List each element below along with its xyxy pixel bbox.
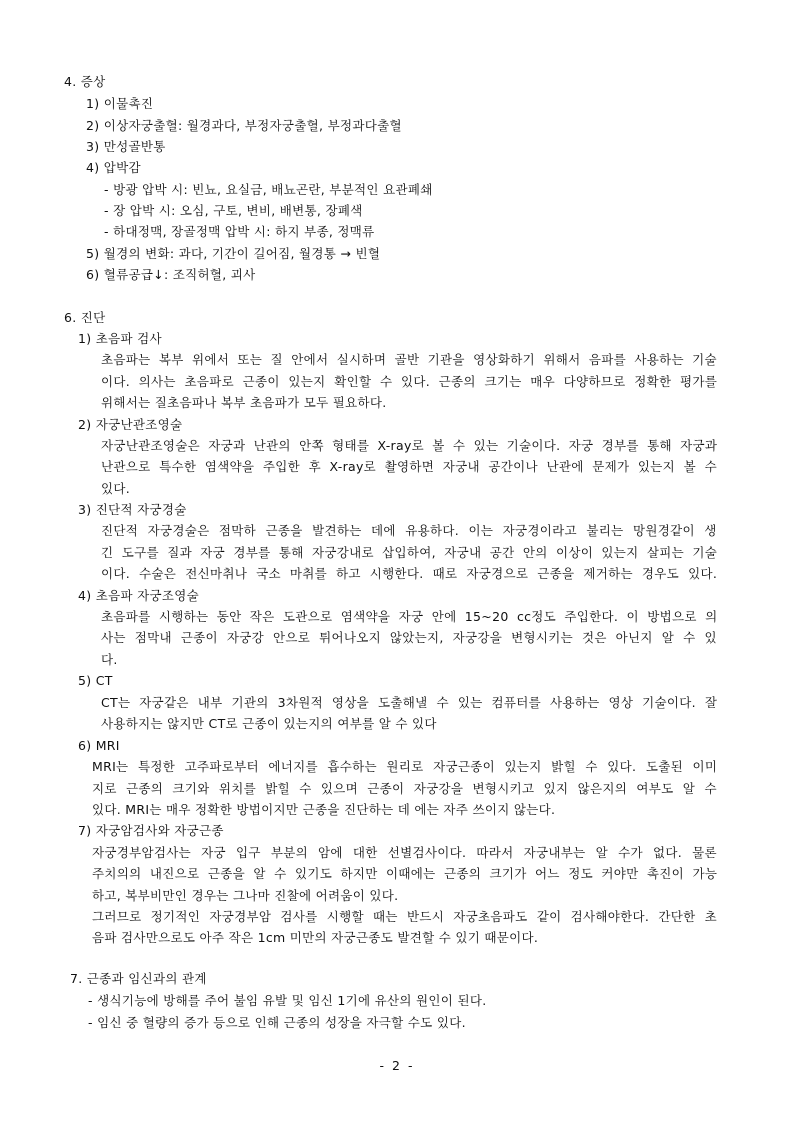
symptom-subitem: - 하대정맥, 장골정맥 압박 시: 하지 부종, 정맥류	[104, 224, 375, 239]
paragraph-line: 사는 점막내 근종이 자궁강 안으로 튀어나오지 않았는지, 자궁강을 변형시키는 것은 아닌지 알 수 있	[101, 630, 717, 645]
paragraph-line: 하고, 복부비만인 경우는 그나마 진찰에 어려움이 있다.	[92, 888, 399, 903]
paragraph-line: 이다. 의사는 초음파로 근종이 있는지 확인할 수 있다. 근종의 크기는 매우 다양하므로 정확한 평가를	[101, 374, 717, 389]
paragraph-line: 있다.	[101, 481, 131, 496]
paragraph-line: 음파 검사만으로도 아주 작은 1cm 미만의 자궁근종도 발견할 수 있기 때문이다.	[92, 930, 539, 945]
subsection-title-mri: 6) MRI	[78, 738, 120, 753]
section-heading-pregnancy: 7. 근종과 임신과의 관계	[70, 971, 207, 986]
subsection-title-ct: 5) CT	[78, 673, 113, 688]
symptom-item: 5) 월경의 변화: 과다, 기간이 길어짐, 월경통 → 빈혈	[86, 246, 381, 261]
paragraph-line: 초음파를 시행하는 동안 작은 도관으로 염색약을 자궁 안에 15~20 cc정도 주입한다. 이 방법으로 의	[101, 609, 717, 624]
symptom-subitem: - 장 압박 시: 오심, 구토, 변비, 배변통, 장폐색	[104, 203, 363, 218]
paragraph-line: 자궁난관조영술은 자궁과 난관의 안쪽 형태를 X-ray로 볼 수 있는 기술이다. 자궁 경부를 통해 자궁과	[101, 438, 717, 453]
page-number: - 2 -	[379, 1058, 415, 1073]
subsection-title-hsg: 2) 자궁난관조영술	[78, 417, 183, 432]
subsection-title-ultrasound: 1) 초음파 검사	[78, 331, 162, 346]
paragraph-line: 다.	[101, 652, 118, 667]
paragraph-line: 주치의의 내진으로 근종을 알 수 있기도 하지만 이때에는 근종의 크기가 어느 정도 커야만 촉진이 가능	[92, 866, 717, 881]
symptom-item: 6) 혈류공급↓: 조직허혈, 괴사	[86, 267, 256, 282]
paragraph-line: 긴 도구를 질과 자궁 경부를 통해 자궁강내로 삽입하여, 자궁내 공간 안의 이상이 있는지 살피는 기술	[101, 545, 717, 560]
pregnancy-item: - 생식기능에 방해를 주어 불임 유발 및 임신 1기에 유산의 원인이 된다.	[88, 993, 487, 1008]
symptom-item: 3) 만성골반통	[86, 139, 166, 154]
paragraph-line: 사용하지는 않지만 CT로 근종이 있는지의 여부를 알 수 있다	[101, 716, 437, 731]
section-heading-symptoms: 4. 증상	[64, 74, 106, 89]
paragraph-line: 있다. MRI는 매우 정확한 방법이지만 근종을 진단하는 데 에는 자주 쓰이지 않는다.	[92, 802, 556, 817]
paragraph-line: 초음파는 복부 위에서 또는 질 안에서 실시하며 골반 기관을 영상화하기 위해서 음파를 사용하는 기술	[101, 352, 717, 367]
pregnancy-item: - 임신 중 혈량의 증가 등으로 인해 근종의 성장을 자극할 수도 있다.	[88, 1015, 466, 1030]
subsection-title-cancer-screen: 7) 자궁암검사와 자궁근종	[78, 823, 224, 838]
section-heading-diagnosis: 6. 진단	[64, 310, 106, 325]
paragraph-line: 이다. 수술은 전신마취나 국소 마취를 하고 시행한다. 때로 자궁경으로 근종을 제거하는 경우도 있다.	[101, 566, 717, 581]
symptom-subitem: - 방광 압박 시: 빈뇨, 요실금, 배뇨곤란, 부분적인 요관폐쇄	[104, 182, 433, 197]
paragraph-line: 진단적 자궁경술은 점막하 근종을 발견하는 데에 유용하다. 이는 자궁경이라고 불리는 망원경같이 생	[101, 523, 717, 538]
subsection-title-sono: 4) 초음파 자궁조영술	[78, 588, 199, 603]
symptom-item: 2) 이상자궁출혈: 월경과다, 부정자궁출혈, 부정과다출혈	[86, 118, 402, 133]
symptom-item: 1) 이물촉진	[86, 96, 154, 111]
symptom-item: 4) 압박감	[86, 160, 141, 175]
paragraph-line: 난관으로 특수한 염색약을 주입한 후 X-ray로 촬영하면 자궁내 공간이나 난관에 문제가 있는지 볼 수	[101, 459, 717, 474]
paragraph-line: 위해서는 질초음파나 복부 초음파가 모두 필요하다.	[101, 395, 387, 410]
paragraph-line: MRI는 특정한 고주파로부터 에너지를 흡수하는 원리로 자궁근종이 있는지 밝힐 수 있다. 도출된 이미	[92, 759, 717, 774]
paragraph-line: 지로 근종의 크기와 위치를 밝힐 수 있으며 근종이 자궁강을 변형시키고 있지 않은지의 여부도 알 수	[92, 781, 717, 796]
subsection-title-hysteroscopy: 3) 진단적 자궁경술	[78, 502, 187, 517]
paragraph-line: CT는 자궁같은 내부 기관의 3차원적 영상을 도출해낼 수 있는 컴퓨터를 사용하는 영상 기술이다. 잘	[101, 695, 717, 710]
paragraph-line: 자궁경부암검사는 자궁 입구 부분의 암에 대한 선별검사이다. 따라서 자궁내부는 알 수가 없다. 물론	[92, 845, 717, 860]
paragraph-line: 그러므로 정기적인 자궁경부암 검사를 시행할 때는 반드시 자궁초음파도 같이 검사해야한다. 간단한 초	[92, 909, 717, 924]
